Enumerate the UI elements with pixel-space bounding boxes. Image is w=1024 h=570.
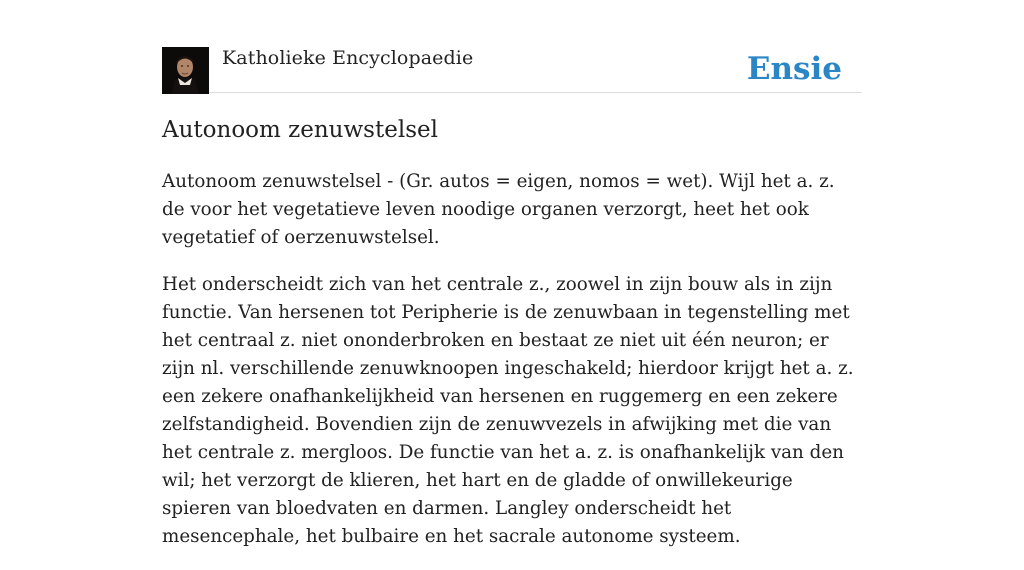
site-header: [162, 46, 862, 93]
portrait-avatar-graphic: [162, 47, 209, 94]
brand-logo-link[interactable]: Ensie: [746, 51, 842, 87]
article-paragraph: Het onderscheidt zich van het centrale z., zoowel in zijn bouw als in zijn functie. Van hersenen tot Peripherie is de zenuwbaan in tegenstelling met het centraal z. niet ononderbroken en bestaat ze niet uit één neuron; er zijn nl. verschillende zenuwknoopen ingeschakeld; hierdoor krijgt het a. z. een zekere onafhankelijkheid van hersenen en ruggemerg en een zekere zelfstandigheid. Bovendien zijn de zenuwvezels in afwijking met die van het centrale z. mergloos. De functie van het a. z. is onafhankelijk van den wil; het verzorgt de klieren, het hart en de gladde of onwillekeurige spieren van bloedvaten en darmen. Langley onderscheidt het mesencephale, het bulbaire en het sacrale autonome systeem.: [162, 274, 854, 547]
portrait-avatar-icon[interactable]: [162, 47, 209, 94]
article-body: [162, 168, 862, 570]
article-title: Autonoom zenuwstelsel: [162, 117, 438, 143]
article-paragraph: Autonoom zenuwstelsel - (Gr. autos = eigen, nomos = wet). Wijl het a. z. de voor het vegetatieve leven noodige organen verzorgt, heet het ook vegetatief of oerzenuwstelsel.: [162, 171, 835, 248]
site-name-link[interactable]: Katholieke Encyclopaedie: [222, 47, 474, 69]
